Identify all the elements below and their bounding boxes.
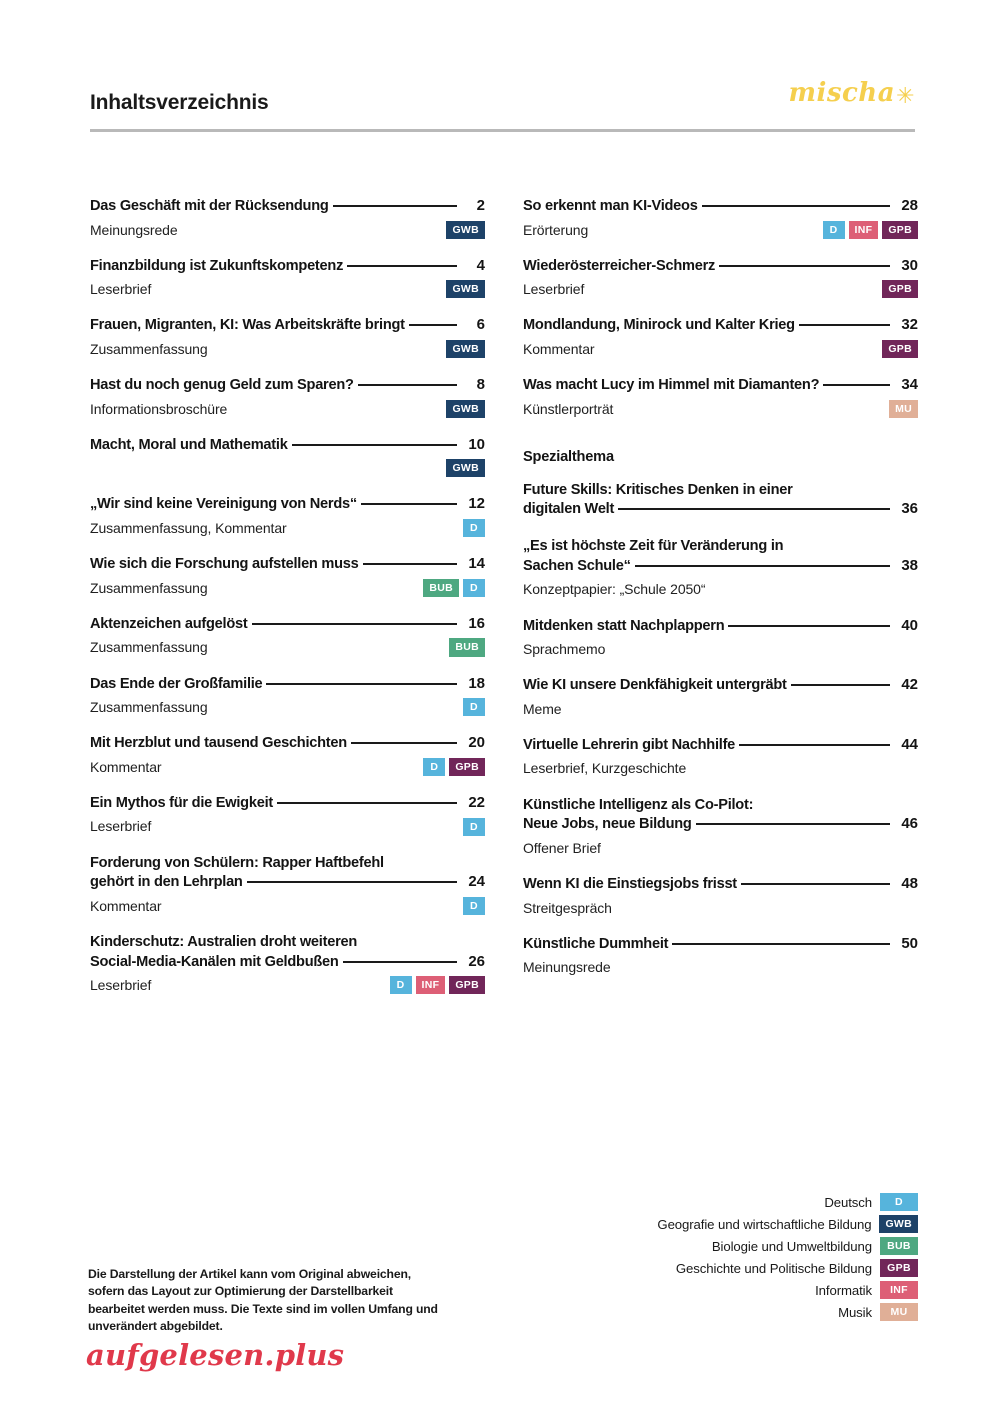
- toc-entry-title: Was macht Lucy im Himmel mit Diamanten?: [523, 377, 820, 394]
- toc-entry-page-number: 28: [901, 197, 918, 214]
- toc-entry-title-line: Forderung von Schülern: Rapper Haftbefehl: [90, 854, 384, 871]
- subject-badge-gwb: GWB: [446, 459, 485, 477]
- dot-leader: [252, 623, 458, 625]
- toc-entry-subtitle: Sprachmemo: [523, 641, 606, 658]
- dot-leader: [672, 943, 890, 945]
- toc-column-right: [523, 197, 918, 995]
- toc-entry-title-row: [523, 316, 918, 336]
- toc-entry[interactable]: [90, 734, 485, 777]
- toc-entry-page-number: 34: [901, 376, 918, 394]
- toc-entry[interactable]: [523, 316, 918, 359]
- subject-badge-gwb: GWB: [446, 221, 485, 239]
- dot-leader: [739, 744, 890, 746]
- toc-entry-title-row: [523, 875, 918, 895]
- subject-badge-inf: INF: [416, 976, 446, 994]
- toc-entry-subtitle: Offener Brief: [523, 839, 601, 856]
- toc-entry-subtitle-row: [523, 639, 918, 659]
- section-heading-spezialthema: Spezialthema: [523, 448, 614, 465]
- toc-entry[interactable]: [523, 617, 918, 660]
- subject-badge-bub: BUB: [449, 638, 485, 656]
- toc-entry-subtitle-row: [523, 580, 918, 600]
- toc-entry-title-row: [523, 935, 918, 955]
- toc-entry-subtitle-row: [90, 757, 485, 777]
- dot-leader: [361, 503, 457, 505]
- subject-badge-gpb: GPB: [449, 976, 485, 994]
- subject-badge-bub: BUB: [423, 579, 459, 597]
- toc-entry-subtitle-row: [90, 220, 485, 240]
- toc-entry-subtitle: Zusammenfassung: [90, 639, 208, 656]
- dot-leader: [791, 684, 890, 686]
- toc-entry-badges: [423, 758, 485, 776]
- toc-entry[interactable]: [90, 675, 485, 718]
- toc-entry-subtitle: Leserbrief: [90, 977, 152, 994]
- toc-entry-title-row: [523, 676, 918, 696]
- toc-entry-title-line: „Es ist höchste Zeit für Veränderung in: [523, 538, 784, 555]
- toc-entry-title-row: [523, 736, 918, 756]
- subject-badge-d: D: [463, 897, 485, 915]
- toc-entry-subtitle-row: [523, 279, 918, 299]
- legend-label: Geografie und wirtschaftliche Bildung: [657, 1216, 872, 1232]
- toc-entry-title-row: [523, 500, 918, 520]
- toc-entry-subtitle-row: [90, 896, 485, 916]
- toc-entry-title: digitalen Welt: [523, 501, 615, 518]
- toc-entry-title: gehört in den Lehrplan: [90, 874, 243, 891]
- subject-badge-d: D: [463, 698, 485, 716]
- toc-entry-badges: [446, 340, 485, 358]
- subject-badge-d: D: [390, 976, 412, 994]
- subject-badge-mu: MU: [880, 1303, 918, 1321]
- toc-entry-subtitle-row: [523, 759, 918, 779]
- toc-entry-page-number: 26: [468, 952, 485, 970]
- toc-entry-title-row: [90, 436, 485, 456]
- subject-badge-gwb: GWB: [879, 1215, 918, 1233]
- toc-entry-subtitle: Informationsbroschüre: [90, 400, 228, 417]
- toc-entry-page-number: 46: [901, 815, 918, 833]
- subject-badge-d: D: [463, 579, 485, 597]
- mischa-logo: [788, 78, 915, 109]
- toc-entry-title: Social-Media-Kanälen mit Geldbußen: [90, 953, 339, 970]
- subject-badge-gpb: GPB: [880, 1259, 918, 1277]
- header-divider: [90, 129, 915, 132]
- toc-entry[interactable]: [90, 555, 485, 598]
- toc-entry-title: Wenn KI die Einstiegsjobs frisst: [523, 875, 737, 892]
- page-title: Inhaltsverzeichnis: [90, 91, 269, 114]
- toc-entry-title-row: [523, 557, 918, 577]
- toc-entry-page-number: 40: [901, 616, 918, 634]
- toc-entry[interactable]: [523, 257, 918, 300]
- toc-entry-badges: [463, 519, 485, 537]
- subject-badge-gpb: GPB: [882, 340, 918, 358]
- subject-badge-d: D: [823, 221, 845, 239]
- toc-entry-subtitle: Konzeptpapier: „Schule 2050“: [523, 581, 706, 598]
- toc-entry-subtitle: Kommentar: [523, 340, 595, 357]
- toc-entry-subtitle: Leserbrief: [90, 281, 152, 298]
- toc-entry-title-line: Künstliche Intelligenz als Co-Pilot:: [523, 796, 754, 813]
- toc-entry[interactable]: [90, 615, 485, 658]
- toc-entry-title: Macht, Moral und Mathematik: [90, 436, 288, 453]
- dot-leader: [728, 625, 890, 627]
- legend-row: [838, 1303, 918, 1321]
- subject-badge-gpb: GPB: [882, 280, 918, 298]
- subject-badge-gwb: GWB: [446, 400, 485, 418]
- toc-entry-subtitle: Zusammenfassung: [90, 699, 208, 716]
- toc-entry-subtitle-row: [90, 518, 485, 538]
- toc-entry-subtitle: Kommentar: [90, 758, 162, 775]
- toc-entry-subtitle-row: [90, 817, 485, 837]
- legend-row: [712, 1237, 918, 1255]
- toc-entry-page-number: 24: [468, 873, 485, 891]
- toc-entry-subtitle-row: [523, 699, 918, 719]
- toc-entry-title: Ein Mythos für die Ewigkeit: [90, 794, 273, 811]
- toc-entry-badges: [446, 221, 485, 239]
- toc-entry[interactable]: [90, 854, 485, 916]
- toc-entry-badges: [823, 221, 918, 239]
- toc-entry[interactable]: [90, 794, 485, 837]
- toc-entry[interactable]: [523, 537, 918, 599]
- legend-row: [676, 1259, 918, 1277]
- toc-entry-subtitle: Zusammenfassung, Kommentar: [90, 520, 287, 537]
- toc-entry-badges: [390, 976, 485, 994]
- toc-entry-badges: [446, 280, 485, 298]
- toc-entry-subtitle: Kommentar: [90, 897, 162, 914]
- subject-badge-d: D: [463, 818, 485, 836]
- toc-entry-badges: [463, 698, 485, 716]
- toc-entry-title-row: [90, 257, 485, 277]
- dot-leader: [247, 881, 457, 883]
- toc-entry-title-row: [90, 794, 485, 814]
- toc-entry[interactable]: [523, 875, 918, 918]
- toc-entry-subtitle: Leserbrief: [523, 281, 585, 298]
- toc-entry-subtitle: Streitgespräch: [523, 899, 612, 916]
- toc-entry-subtitle-row: [523, 399, 918, 419]
- toc-entry-title: Wie sich die Forschung aufstellen muss: [90, 556, 359, 573]
- toc-entry-title-row: [523, 617, 918, 637]
- subject-badge-mu: MU: [889, 400, 918, 418]
- legend-label: Deutsch: [824, 1194, 872, 1210]
- toc-entry-page-number: 2: [476, 197, 485, 214]
- subject-legend: [657, 1193, 918, 1321]
- toc-entry-subtitle-row: [90, 279, 485, 299]
- toc-entry-page-number: 38: [901, 556, 918, 574]
- subject-badge-gwb: GWB: [446, 340, 485, 358]
- mischa-logo-text: mischa: [788, 78, 896, 108]
- toc-entry-title: Neue Jobs, neue Bildung: [523, 816, 692, 833]
- toc-entry-badges: [889, 400, 918, 418]
- toc-entry-title-row: [90, 197, 485, 217]
- toc-entry-title-row: [90, 495, 485, 515]
- toc-entry-title: Sachen Schule“: [523, 557, 631, 574]
- dot-leader: [277, 802, 457, 804]
- toc-entry-subtitle-row: [523, 838, 918, 858]
- toc-entry-badges: [446, 459, 485, 477]
- toc-entry-subtitle: Leserbrief, Kurzgeschichte: [523, 760, 687, 777]
- toc-entry[interactable]: [523, 376, 918, 419]
- toc-entry-title-line: Kinderschutz: Australien droht weiteren: [90, 933, 358, 950]
- subject-badge-d: D: [880, 1193, 918, 1211]
- dot-leader: [292, 444, 457, 446]
- toc-entry[interactable]: [523, 481, 918, 520]
- dot-leader: [358, 384, 457, 386]
- toc-entry-subtitle: Meinungsrede: [523, 959, 611, 976]
- dot-leader: [409, 324, 457, 326]
- toc-entry-title-row: [90, 376, 485, 396]
- toc-entry-subtitle-row: [90, 975, 485, 995]
- legend-row: [824, 1193, 918, 1211]
- toc-entry-title: Mitdenken statt Nachplappern: [523, 617, 725, 634]
- toc-entry-title-row: [90, 873, 485, 893]
- toc-entry-badges: [446, 400, 485, 418]
- toc-entry-badges: [882, 280, 918, 298]
- subject-badge-inf: INF: [880, 1281, 918, 1299]
- toc-entry-subtitle: Erörterung: [523, 221, 589, 238]
- subject-badge-gpb: GPB: [882, 221, 918, 239]
- toc-entry-title: Frauen, Migranten, KI: Was Arbeitskräfte bringt: [90, 317, 405, 334]
- toc-entry[interactable]: [90, 436, 485, 479]
- toc-entry-subtitle-row: [90, 638, 485, 658]
- toc-entry-badges: [423, 579, 485, 597]
- subject-badge-d: D: [423, 758, 445, 776]
- toc-entry[interactable]: [90, 257, 485, 300]
- toc-entry-title-row: [523, 197, 918, 217]
- dot-leader: [823, 384, 890, 386]
- legend-label: Biologie und Umweltbildung: [711, 1238, 872, 1254]
- toc-entry-title: Wie KI unsere Denkfähigkeit untergräbt: [523, 677, 787, 694]
- toc-entry-title-row: [523, 815, 918, 835]
- toc-entry-page-number: 18: [468, 674, 485, 692]
- toc-entry-title: Künstliche Dummheit: [523, 935, 669, 952]
- legend-label: Geschichte und Politische Bildung: [675, 1260, 872, 1276]
- toc-entry-page-number: 48: [901, 874, 918, 892]
- toc-entry-badges: [463, 897, 485, 915]
- subject-badge-bub: BUB: [880, 1237, 918, 1255]
- legend-label: Informatik: [815, 1282, 872, 1298]
- toc-entry-badges: [882, 340, 918, 358]
- dot-leader: [351, 742, 457, 744]
- toc-entry[interactable]: [523, 197, 918, 240]
- toc-entry[interactable]: [90, 316, 485, 359]
- toc-entry-title: Mit Herzblut und tausend Geschichten: [90, 735, 347, 752]
- star-icon: ✳: [896, 84, 915, 109]
- toc-entry-subtitle-row: [523, 339, 918, 359]
- toc-entry-title-row: [90, 734, 485, 754]
- dot-leader: [343, 961, 457, 963]
- toc-entry-subtitle-row: [90, 339, 485, 359]
- page-header: [90, 78, 915, 138]
- toc-entry-page-number: 42: [901, 676, 918, 694]
- toc-entry-subtitle: Künstlerporträt: [523, 400, 614, 417]
- toc-entry-page-number: 32: [901, 316, 918, 334]
- toc-entry[interactable]: [90, 495, 485, 538]
- toc-entry-title: Hast du noch genug Geld zum Sparen?: [90, 377, 354, 394]
- toc-entry-page-number: 12: [468, 495, 485, 513]
- toc-entry-page-number: 8: [476, 376, 485, 394]
- toc-entry[interactable]: [523, 796, 918, 858]
- toc-entry[interactable]: [523, 676, 918, 719]
- toc-entry-title-row: [90, 555, 485, 575]
- toc-entry-title-row: [90, 675, 485, 695]
- toc-entry-title-row: [90, 316, 485, 336]
- toc-entry-page-number: 16: [468, 614, 485, 632]
- toc-entry-page-number: 36: [901, 500, 918, 518]
- toc-entry-title: Das Geschäft mit der Rücksendung: [90, 198, 329, 214]
- toc-entry-subtitle-row: [90, 399, 485, 419]
- aufgelesen-plus-logo: aufgelesen.plus: [86, 1338, 345, 1372]
- toc-columns: [90, 197, 918, 995]
- legend-label: Musik: [838, 1304, 872, 1320]
- toc-entry-title: Finanzbildung ist Zukunftskompetenz: [90, 257, 344, 274]
- toc-entry-title-line: Future Skills: Kritisches Denken in einer: [523, 481, 793, 498]
- toc-entry-page-number: 14: [468, 555, 485, 573]
- subject-badge-d: D: [463, 519, 485, 537]
- toc-entry-subtitle-row: [90, 697, 485, 717]
- dot-leader: [702, 205, 890, 207]
- dot-leader: [618, 508, 890, 510]
- toc-column-left: [90, 197, 485, 995]
- toc-entry-title: Das Ende der Großfamilie: [90, 675, 263, 692]
- toc-entry-title: Virtuelle Lehrerin gibt Nachhilfe: [523, 736, 736, 753]
- toc-entry-title: Aktenzeichen aufgelöst: [90, 615, 248, 632]
- toc-entry-page-number: 50: [901, 934, 918, 952]
- legend-row: [657, 1215, 918, 1233]
- toc-entry-title-row: [90, 953, 485, 973]
- toc-entry-title: So erkennt man KI-Videos: [523, 198, 698, 214]
- toc-entry-page-number: 22: [468, 793, 485, 811]
- subject-badge-gwb: GWB: [446, 280, 485, 298]
- toc-entry-subtitle-row: [90, 458, 485, 478]
- toc-entry[interactable]: [523, 736, 918, 779]
- dot-leader: [741, 883, 890, 885]
- toc-entry-subtitle: Leserbrief: [90, 818, 152, 835]
- toc-entry-title: „Wir sind keine Vereinigung von Nerds“: [90, 496, 357, 513]
- toc-entry-badges: [449, 638, 485, 656]
- toc-entry-subtitle-row: [90, 578, 485, 598]
- toc-entry-badges: [463, 818, 485, 836]
- toc-entry-title-row: [523, 376, 918, 396]
- toc-entry-subtitle: Zusammenfassung: [90, 340, 208, 357]
- dot-leader: [266, 683, 457, 685]
- dot-leader: [696, 823, 890, 825]
- dot-leader: [363, 563, 457, 565]
- toc-entry-page-number: 6: [476, 316, 485, 334]
- dot-leader: [635, 565, 890, 567]
- dot-leader: [347, 265, 457, 267]
- toc-entry-page-number: 44: [901, 735, 918, 753]
- disclaimer-text: Die Darstellung der Artikel kann vom Original abweichen, sofern das Layout zur Optimierung der Darstellbarkeit bearbeitet werden muss. Die Texte sind im vollen Umfang und unverändert abgebildet.: [88, 1267, 438, 1333]
- toc-entry-page-number: 20: [468, 734, 485, 752]
- toc-entry-title: Mondlandung, Minirock und Kalter Krieg: [523, 317, 795, 334]
- toc-entry-subtitle: Meinungsrede: [90, 221, 178, 238]
- toc-entry-subtitle: Zusammenfassung: [90, 579, 208, 596]
- toc-entry[interactable]: [90, 376, 485, 419]
- toc-entry[interactable]: [523, 935, 918, 978]
- dot-leader: [333, 205, 457, 207]
- subject-badge-gpb: GPB: [449, 758, 485, 776]
- toc-entry[interactable]: [90, 197, 485, 240]
- toc-entry-subtitle-row: [523, 898, 918, 918]
- toc-entry-title-row: [523, 257, 918, 277]
- legend-row: [815, 1281, 918, 1299]
- toc-entry-page-number: 30: [901, 256, 918, 274]
- dot-leader: [719, 265, 890, 267]
- toc-entry-title-row: [90, 615, 485, 635]
- dot-leader: [799, 324, 890, 326]
- toc-entry-page-number: 4: [476, 256, 485, 274]
- toc-entry-subtitle-row: [523, 220, 918, 240]
- toc-entry-title: Wiederösterreicher-Schmerz: [523, 257, 716, 274]
- subject-badge-inf: INF: [849, 221, 879, 239]
- toc-entry-subtitle-row: [523, 957, 918, 977]
- toc-entry-page-number: 10: [468, 435, 485, 453]
- toc-entry[interactable]: [90, 933, 485, 995]
- toc-entry-subtitle: Meme: [523, 700, 562, 717]
